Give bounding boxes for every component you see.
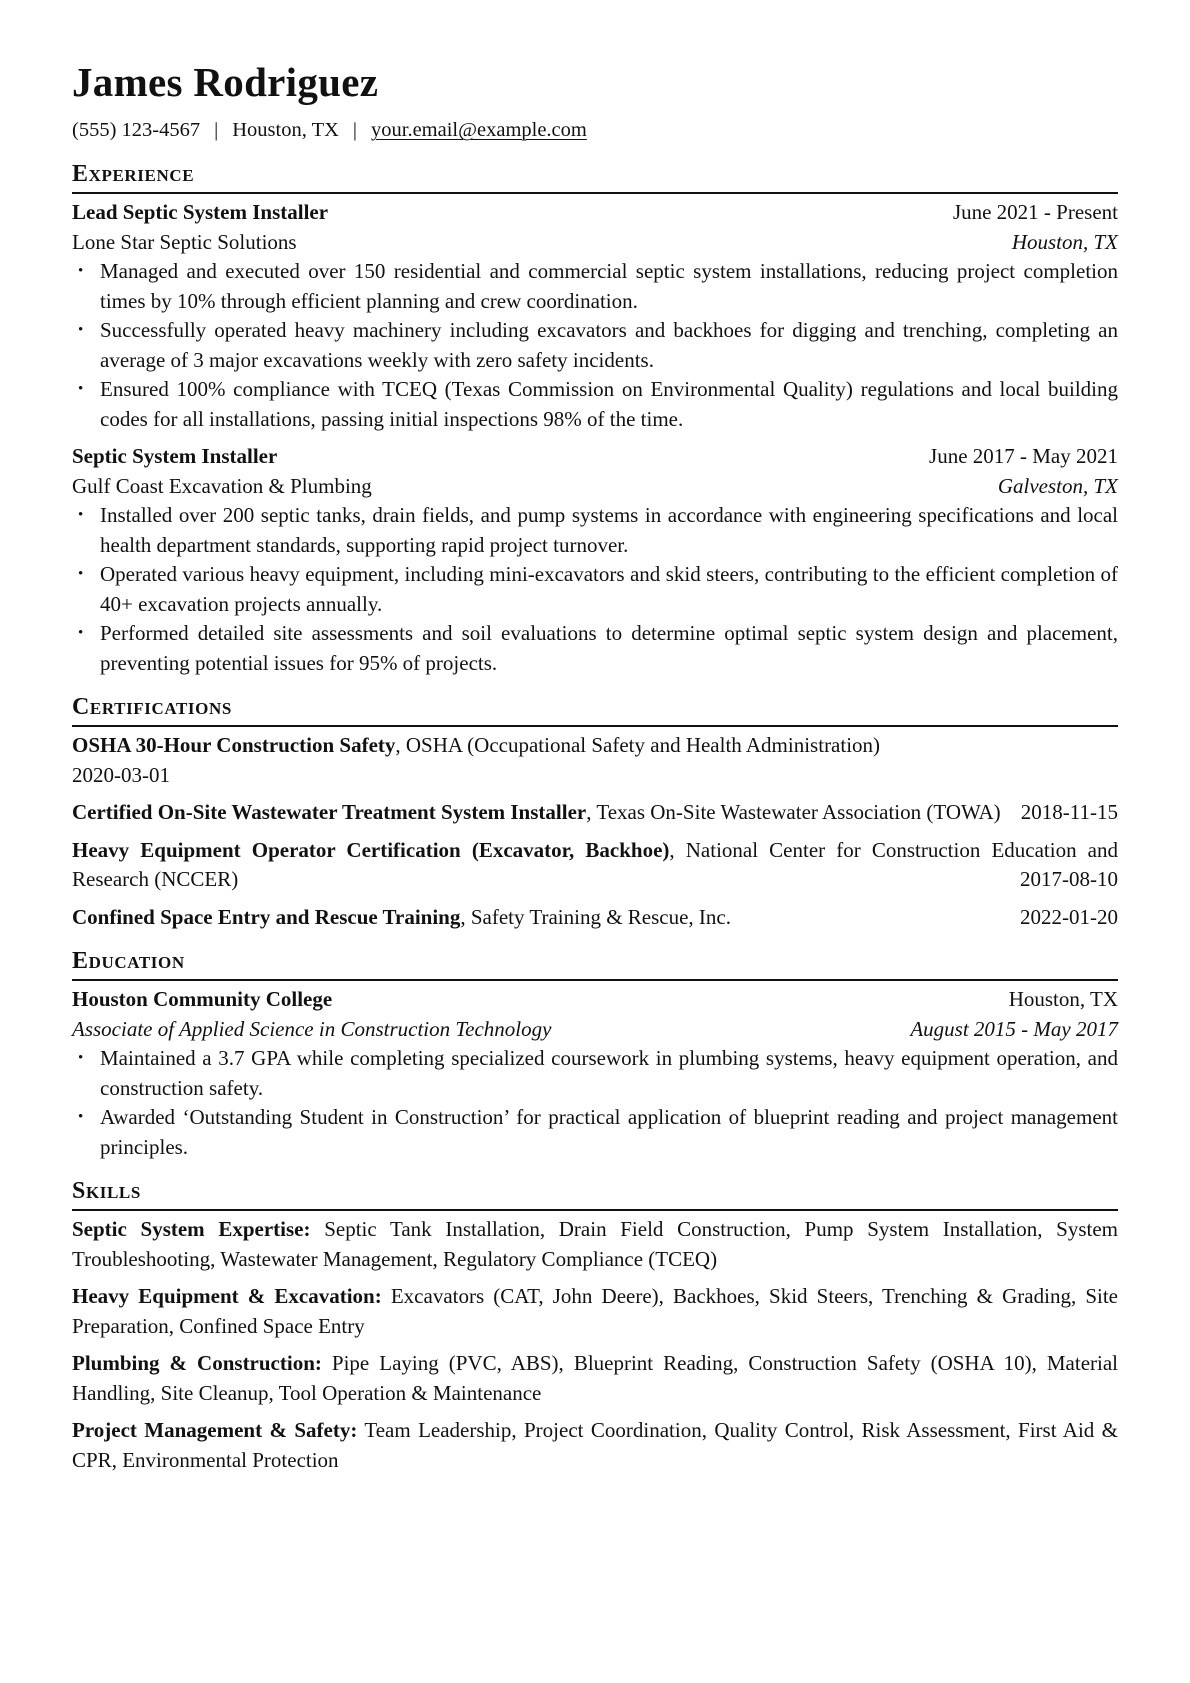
- skill-group: [72, 1215, 1118, 1274]
- email-link[interactable]: your.email@example.com: [371, 119, 587, 141]
- certification-issuer: National Center for Construction Education and Research (NCCER): [72, 837, 1119, 891]
- company-name: Gulf Coast Excavation & Plumbing: [72, 473, 372, 498]
- list-item: • Ensured 100% compliance with TCEQ (Texas Commission on Environmental Quality) regulations and local building codes for all installations, passing initial inspections 98% of the time.: [78, 377, 1118, 431]
- job-dates: June 2021 - Present: [952, 200, 1118, 224]
- job-entry: [72, 442, 1118, 678]
- certification-issuer: Texas On-Site Wastewater Association (TOWA): [596, 800, 1001, 824]
- job-title: Lead Septic System Installer: [72, 200, 329, 224]
- bullet-icon: •: [78, 1109, 84, 1125]
- separator: |: [214, 119, 219, 141]
- bullet-icon: •: [78, 566, 84, 582]
- certification-name: Confined Space Entry and Rescue Training: [72, 904, 461, 929]
- candidate-name: James Rodriguez: [72, 59, 379, 105]
- degree: Associate of Applied Science in Construction Technology: [72, 1016, 552, 1041]
- separator: |: [352, 119, 358, 141]
- list-item: • Managed and executed over 150 residential and commercial septic system installations, reducing project completion times by 10% through efficient planning and crew coordination.: [78, 259, 1118, 313]
- section-title-skills: Skills: [72, 1176, 1118, 1211]
- certification-issuer: Safety Training & Rescue, Inc.: [470, 904, 731, 929]
- certification-entry: Certified On-Site Wastewater Treatment System Installer, Texas On-Site Wastewater Association (TOWA) 2018-11-15: [72, 798, 1118, 828]
- school-name: Houston Community College: [72, 987, 333, 1011]
- job-dates: June 2017 - May 2021: [929, 444, 1118, 468]
- certifications-section: [72, 692, 1118, 932]
- bullet-icon: •: [78, 507, 84, 523]
- job-bullets: [72, 257, 1118, 434]
- certification-issuer: OSHA (Occupational Safety and Health Administration): [405, 733, 881, 757]
- education-bullets: [72, 1044, 1118, 1162]
- skill-category: Septic System Expertise:: [72, 1217, 311, 1241]
- contact-line: [72, 116, 1118, 145]
- bullet-icon: •: [78, 263, 84, 279]
- skill-group: [72, 1282, 1118, 1341]
- skill-category: Plumbing & Construction:: [72, 1351, 322, 1375]
- skill-items: Excavators (CAT, John Deere), Backhoes, Skid Steers, Trenching & Grading, Site Preparation, Confined Space Entry: [72, 1284, 1118, 1338]
- section-title-certifications: Certifications: [72, 692, 1118, 727]
- job-entry: [72, 198, 1118, 434]
- job-title: Septic System Installer: [72, 444, 278, 468]
- bullet-icon: •: [78, 625, 84, 641]
- job-bullets: [72, 501, 1118, 678]
- skill-group: [72, 1416, 1118, 1475]
- section-title-education: Education: [72, 946, 1118, 981]
- certification-entry: Confined Space Entry and Rescue Training, Safety Training & Rescue, Inc. 2022-01-20: [72, 903, 1118, 933]
- job-location: Galveston, TX: [997, 473, 1118, 498]
- bullet-icon: •: [78, 322, 84, 338]
- list-item: • Successfully operated heavy machinery including excavators and backhoes for digging and trenching, completing an average of 3 major excavations weekly with zero safety incidents.: [78, 318, 1118, 372]
- certification-date: 2018-11-15: [1020, 800, 1118, 824]
- certification-date: 2020-03-01: [72, 762, 170, 787]
- skill-items: Pipe Laying (PVC, ABS), Blueprint Reading, Construction Safety (OSHA 10), Material Handling, Site Cleanup, Tool Operation & Maintenance: [72, 1351, 1118, 1405]
- skill-category: Heavy Equipment & Excavation:: [72, 1284, 382, 1308]
- bullet-icon: •: [78, 1050, 84, 1066]
- education-section: [72, 946, 1118, 1162]
- skills-section: [72, 1176, 1118, 1475]
- location: Houston, TX: [232, 119, 339, 141]
- certification-date: 2022-01-20: [1020, 904, 1118, 929]
- certification-name: Certified On-Site Wastewater Treatment System Installer: [72, 800, 587, 824]
- phone: (555) 123-4567: [72, 119, 201, 141]
- list-item: • Maintained a 3.7 GPA while completing specialized coursework in plumbing systems, heavy equipment operation, and construction safety.: [78, 1046, 1118, 1100]
- certification-entry: Heavy Equipment Operator Certification (Excavator, Backhoe), National Center for Construction Education and Research (NCCER) 2017-08-10: [72, 836, 1118, 895]
- skill-group: [72, 1349, 1118, 1408]
- certification-name: Heavy Equipment Operator Certification (Excavator, Backhoe): [72, 837, 670, 862]
- experience-section: [72, 159, 1118, 678]
- skill-items: Team Leadership, Project Coordination, Quality Control, Risk Assessment, First Aid & CPR, Environmental Protection: [72, 1418, 1119, 1472]
- certification-date: 2017-08-10: [1020, 867, 1118, 891]
- list-item: • Performed detailed site assessments and soil evaluations to determine optimal septic system design and placement, preventing potential issues for 95% of projects.: [78, 621, 1118, 675]
- education-dates: August 2015 - May 2017: [910, 1016, 1118, 1041]
- company-name: Lone Star Septic Solutions: [72, 229, 297, 254]
- school-location: Houston, TX: [1008, 987, 1118, 1011]
- list-item: • Operated various heavy equipment, including mini-excavators and skid steers, contributing to the efficient completion of 40+ excavation projects annually.: [78, 562, 1118, 616]
- skill-category: Project Management & Safety:: [72, 1418, 358, 1442]
- resume-page: [72, 58, 1118, 1483]
- certification-entry: OSHA 30-Hour Construction Safety, OSHA (Occupational Safety and Health Administration) 2020-03-01: [72, 731, 1118, 790]
- skill-items: Septic Tank Installation, Drain Field Construction, Pump System Installation, System Troubleshooting, Wastewater Management, Regulatory Compliance (TCEQ): [72, 1217, 1118, 1271]
- list-item: • Installed over 200 septic tanks, drain fields, and pump systems in accordance with engineering specifications and local health department standards, supporting rapid project turnover.: [78, 503, 1118, 557]
- section-title-experience: Experience: [72, 159, 1118, 194]
- job-location: Houston, TX: [1011, 229, 1118, 254]
- certification-name: OSHA 30-Hour Construction Safety: [72, 733, 396, 757]
- bullet-icon: •: [78, 381, 84, 397]
- list-item: • Awarded ‘Outstanding Student in Construction’ for practical application of blueprint reading and project management principles.: [78, 1105, 1118, 1159]
